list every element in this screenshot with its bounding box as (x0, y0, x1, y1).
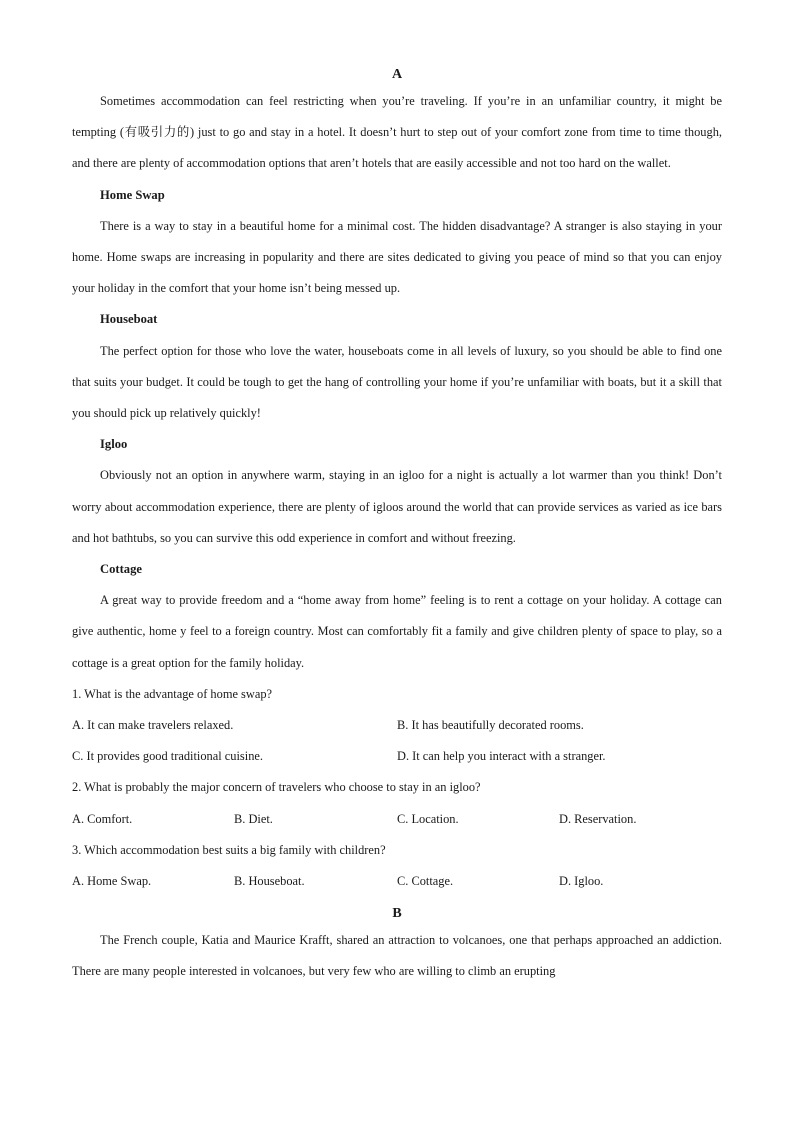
passage-a-intro: Sometimes accommodation can feel restricting when you’re traveling. If you’re in an unfamiliar country, it might be tempting (有吸引力的) just to go and stay in a hotel. It doesn’t hurt to step out of your comfort zone from time to time though, and there are plenty of accommodation options that aren’t hotels that are easily accessible and not too hard on the wallet. (72, 94, 722, 171)
question-2-option-b: B. Diet. (234, 811, 273, 826)
section-heading-houseboat: Houseboat (100, 312, 158, 327)
question-1-options (72, 710, 722, 772)
question-1-option-b: B. It has beautifully decorated rooms. (397, 718, 584, 733)
question-3-option-a: A. Home Swap. (72, 874, 152, 889)
question-3-option-c: C. Cottage. (397, 874, 454, 889)
question-1-option-a: A. It can make travelers relaxed. (72, 718, 234, 733)
section-text-houseboat: The perfect option for those who love the water, houseboats come in all levels of luxury, so you should be able to find one that suits your budget. It could be tough to get the hang of controlling your home if you’re unfamiliar with boats, but it a skill that you should pick up relatively quickly! (72, 343, 722, 421)
question-1-option-c: C. It provides good traditional cuisine. (72, 749, 263, 764)
passage-b-title: B (392, 906, 402, 922)
question-1-stem: 1. What is the advantage of home swap? (72, 686, 273, 701)
section-text-home-swap: There is a way to stay in a beautiful home for a minimal cost. The hidden disadvantage? A stranger is also staying in your home. Home swaps are increasing in popularity and there are sites dedicated to giving you peace of mind so that you can enjoy your holiday in the comfort that your home isn’t being messed up. (72, 218, 722, 296)
question-3-option-b: B. Houseboat. (234, 874, 305, 889)
section-text-igloo: Obviously not an option in anywhere warm, staying in an igloo for a night is actually a lot warmer than you think! Don’t worry about accommodation experience, there are plenty of igloos around the world that can provide services as varied as ice bars and hot bathtubs, so you can survive this odd experience in comfort and without freezing. (72, 468, 722, 545)
question-2-stem: 2. What is probably the major concern of travelers who choose to stay in an igloo? (72, 780, 481, 795)
section-heading-home-swap: Home Swap (100, 187, 165, 202)
question-2-option-d: D. Reservation. (559, 811, 637, 826)
section-heading-igloo: Igloo (100, 437, 128, 452)
question-1-option-d: D. It can help you interact with a stranger. (397, 749, 606, 764)
document-page (72, 64, 722, 988)
section-heading-cottage: Cottage (100, 562, 142, 577)
question-2-option-c: C. Location. (397, 811, 459, 826)
passage-b-intro: The French couple, Katia and Maurice Krafft, shared an attraction to volcanoes, one that perhaps approached an addiction. There are many people interested in volcanoes, but very few who are willing to climb an erupting (72, 933, 722, 979)
passage-a-title: A (391, 67, 403, 82)
section-text-cottage: A great way to provide freedom and a “home away from home” feeling is to rent a cottage on your holiday. A cottage can give authentic, home y feel to a foreign country. Most can comfortably fit a family and give children plenty of space to play, so a cottage is a great option for the family holiday. (72, 593, 722, 670)
question-3-stem: 3. Which accommodation best suits a big family with children? (72, 842, 386, 857)
question-2-options (72, 804, 722, 835)
question-3-option-d: D. Igloo. (559, 874, 604, 889)
question-2-option-a: A. Comfort. (72, 811, 133, 826)
question-3-options (72, 866, 722, 897)
